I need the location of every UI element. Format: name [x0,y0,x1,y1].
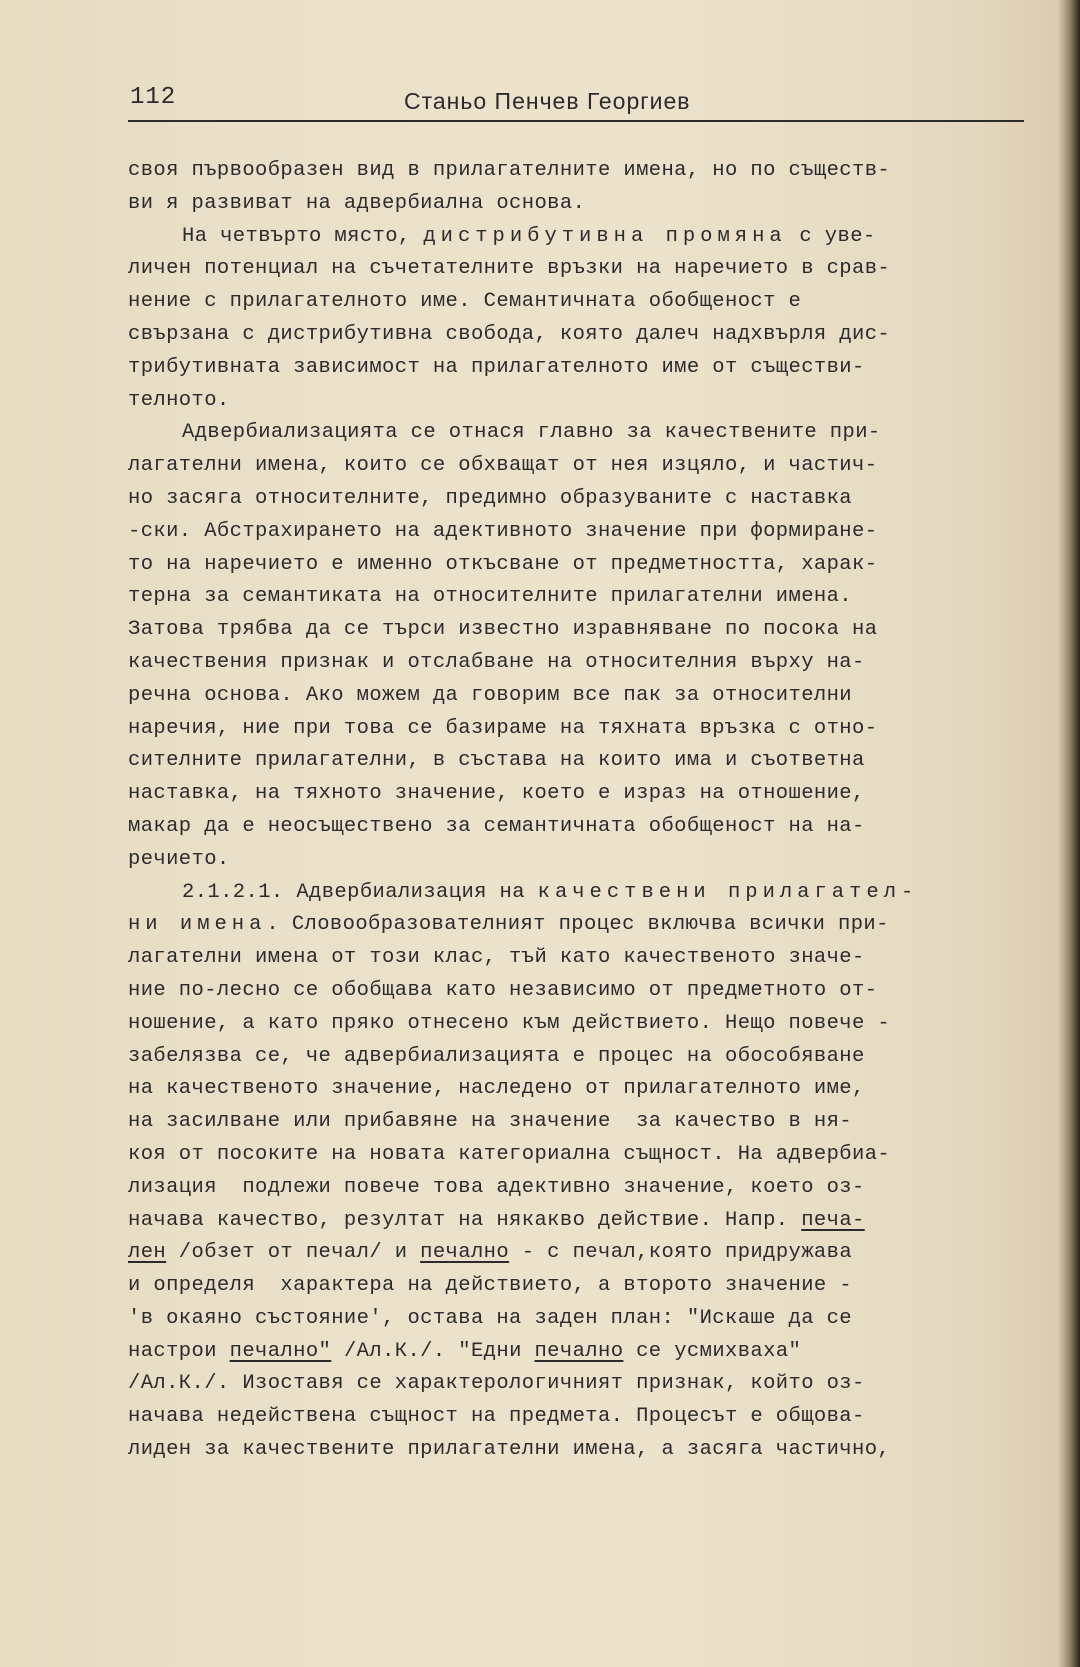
text-run: се усмихваха" [623,1339,802,1363]
text-line: /Ал.К./. Изоставя се характерологичният признак, който оз- [128,1372,865,1396]
text-line: и определя характера на действието, а второто значение - [128,1274,853,1298]
text-line: наречия, ние при това се базираме на тяхната връзка с отно- [128,716,878,740]
text-line: лиден за качествените прилагателни имена, а засяга частично, [128,1438,891,1462]
text-line [128,909,1038,942]
text-line: наставка, на тяхното значение, което е израз на отношение, [128,782,865,806]
text-line: начава недействена същност на предмета. Процесът е общова- [128,1405,865,1429]
text-line: на качественото значение, наследено от прилагателното име, [128,1077,865,1101]
spaced-emphasis: ни имена [128,913,267,937]
text-line: ние по-лесно се обобщава като независимо от предметното от- [128,978,878,1002]
text-run: настрои [128,1339,230,1363]
text-line: трибутивната зависимост на прилагателното име от съществи- [128,355,865,379]
spaced-emphasis: дистрибутивна промяна [423,224,787,248]
text-line: лагателни имена от този клас, тъй като качественото значе- [128,946,865,970]
text-run: начава качество, резултат на някакво действие. Напр. [128,1208,802,1232]
spaced-emphasis: качествени прилагател- [537,880,919,904]
running-head [128,80,1024,122]
text-line: то на наречието е именно откъсване от предметността, харак- [128,552,878,576]
text-line: ношение, а като пряко отнесено към действието. Нещо повече - [128,1011,891,1035]
text-line: но засяга относителните, предимно образуваните с наставка [128,486,853,510]
underlined-example: печално" [229,1339,332,1363]
text-line: на засилване или прибавяне на значение за качество в ня- [128,1110,853,1134]
text-line: свързана с дистрибутивна свобода, която далеч надхвърля дис- [128,322,891,346]
text-line: сителните прилагателни, в състава на които има и съответна [128,749,865,773]
text-line: ви я развиват на адвербиална основа. [128,191,586,215]
text-line [128,221,1038,254]
underlined-example: печално [420,1241,510,1265]
text-line: лизация подлежи повече това адективно значение, което оз- [128,1175,865,1199]
section-number: 2.1.2.1. Адвербиализация на [182,880,538,904]
text-run: На четвърто място, [182,224,424,248]
binding-shadow [1058,0,1080,1667]
text-line: своя първообразен вид в прилагателните имена, но по съществ- [128,159,891,182]
page-number: 112 [130,84,177,111]
text-line: терна за семантиката на относителните прилагателни имена. [128,585,853,609]
body-text [128,155,1038,1467]
text-line: речна основа. Ако можем да говорим все пак за относителни [128,683,853,707]
author-title: Станьо Пенчев Георгиев [404,88,691,114]
text-line: телното. [128,388,230,412]
text-line: речието. [128,847,230,871]
text-line [128,1336,1038,1369]
text-line: -ски. Абстрахирането на адективното значение при формиране- [128,519,878,543]
text-line: 'в окаяно състояние', остава на заден план: "Искаше да се [128,1306,853,1330]
text-line: забелязва се, че адвербиализацията е процес на обособяване [128,1044,865,1068]
text-line: макар да е неосъществено за семантичната обобщеност на на- [128,814,865,838]
text-line: нение с прилагателното име. Семантичната обобщеност е [128,290,802,314]
text-line: Затова трябва да се търси известно изравняване по посока на [128,618,878,642]
text-run: с уве- [786,224,876,248]
text-line: Адвербиализацията се отнася главно за качествените при- [182,421,881,445]
underlined-example: печа- [801,1208,865,1232]
text-line [128,1237,1038,1270]
section-heading-line [128,877,1038,910]
text-line: качествения признак и отслабване на относителния върху на- [128,650,865,674]
text-run: /Ал.К./. "Едни [331,1339,535,1363]
text-line [128,1205,1038,1238]
text-run: - с печал,която придружава [509,1241,853,1265]
underlined-example: лен [128,1241,167,1265]
underlined-example: печално [534,1339,624,1363]
text-line: лагателни имена, които се обхващат от нея изцяло, и частич- [128,454,878,478]
text-line: коя от посоките на новата категориална същност. На адвербиа- [128,1142,891,1166]
text-run: /обзет от печал/ и [166,1241,421,1265]
text-run: . Словообразователният процес включва всички при- [266,913,889,937]
text-line: личен потенциал на съчетателните връзки на наречието в срав- [128,257,891,281]
